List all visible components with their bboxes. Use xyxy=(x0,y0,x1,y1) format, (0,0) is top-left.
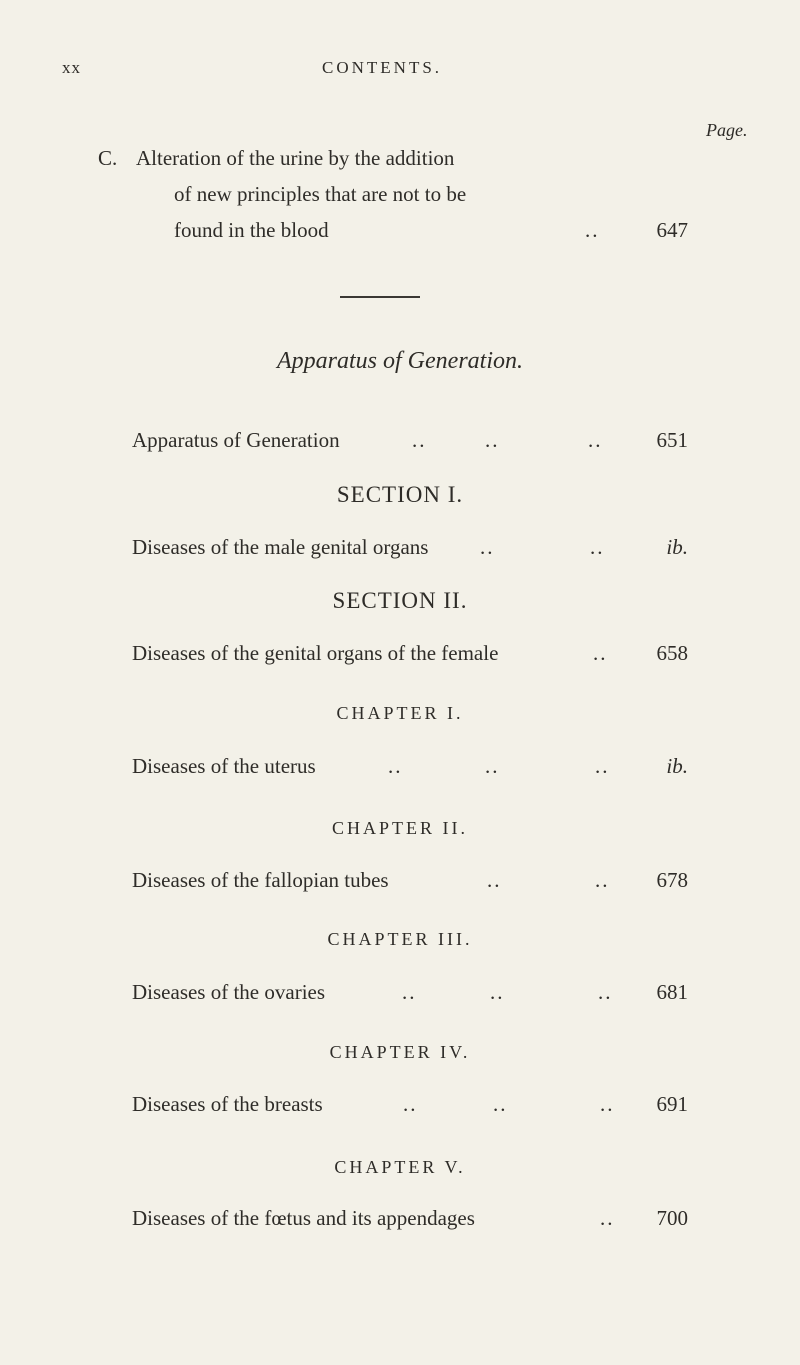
entry-page-number: 658 xyxy=(656,641,688,665)
chapter-heading-3: CHAPTER III. xyxy=(327,929,473,949)
section-heading-1: SECTION I. xyxy=(336,482,464,507)
header-title: CONTENTS. xyxy=(322,58,443,77)
chapter-heading-4: CHAPTER IV. xyxy=(329,1042,471,1062)
entry-label: Diseases of the ovaries xyxy=(132,980,326,1004)
entry-page-number: 700 xyxy=(656,1206,688,1230)
leader-dots: .. xyxy=(600,1206,615,1230)
leader-dots: .. xyxy=(485,754,500,778)
leader-dots: .. xyxy=(590,535,605,559)
entry-label: Diseases of the uterus xyxy=(132,754,316,778)
leader-dots: .. xyxy=(490,980,505,1004)
leader-dots: .. xyxy=(487,868,502,892)
entry-label: Diseases of the breasts xyxy=(132,1092,323,1116)
part-title: Apparatus of Generation. xyxy=(277,348,523,374)
entry-label: Apparatus of Generation xyxy=(132,428,340,452)
leader-dots: .. xyxy=(493,1092,508,1116)
entry-page-number: 681 xyxy=(656,980,688,1004)
entry-page-number: 647 xyxy=(656,218,688,242)
entry-text-line-3: found in the blood xyxy=(174,218,329,242)
leader-dots: .. xyxy=(588,428,603,452)
page-column-label: Page. xyxy=(706,120,748,140)
chapter-heading-2: CHAPTER II. xyxy=(332,818,468,838)
entry-text-line-1: Alteration of the urine by the addition xyxy=(136,146,455,170)
entry-page-number: 651 xyxy=(656,428,688,452)
entry-page-number: ib. xyxy=(666,535,688,559)
leader-dots: .. xyxy=(480,535,495,559)
leader-dots: .. xyxy=(388,754,403,778)
running-header xyxy=(0,58,800,88)
entry-page-number: 678 xyxy=(656,868,688,892)
leader-dots: .. xyxy=(598,980,613,1004)
leader-dots: .. xyxy=(600,1092,615,1116)
chapter-heading-1: CHAPTER I. xyxy=(336,703,464,723)
entry-page-number: ib. xyxy=(666,754,688,778)
leader-dots: .. xyxy=(595,868,610,892)
leader-dots: .. xyxy=(485,428,500,452)
leader-dots: .. xyxy=(593,641,608,665)
leader-dots: .. xyxy=(412,428,427,452)
divider-rule xyxy=(340,296,420,298)
entry-label: Diseases of the fallopian tubes xyxy=(132,868,389,892)
entry-text-line-2: of new principles that are not to be xyxy=(174,182,467,206)
leader-dots: .. xyxy=(402,980,417,1004)
leader-dots: .. xyxy=(585,218,600,242)
entry-label: Diseases of the fœtus and its appendages xyxy=(132,1206,475,1230)
entry-marker: C. xyxy=(98,146,118,170)
chapter-heading-5: CHAPTER V. xyxy=(334,1157,466,1177)
entry-label: Diseases of the male genital organs xyxy=(132,535,429,559)
leader-dots: .. xyxy=(595,754,610,778)
header-page-number: xx xyxy=(62,58,81,77)
entry-page-number: 691 xyxy=(656,1092,688,1116)
leader-dots: .. xyxy=(403,1092,418,1116)
section-heading-2: SECTION II. xyxy=(332,588,468,613)
entry-label: Diseases of the genital organs of the female xyxy=(132,641,499,665)
